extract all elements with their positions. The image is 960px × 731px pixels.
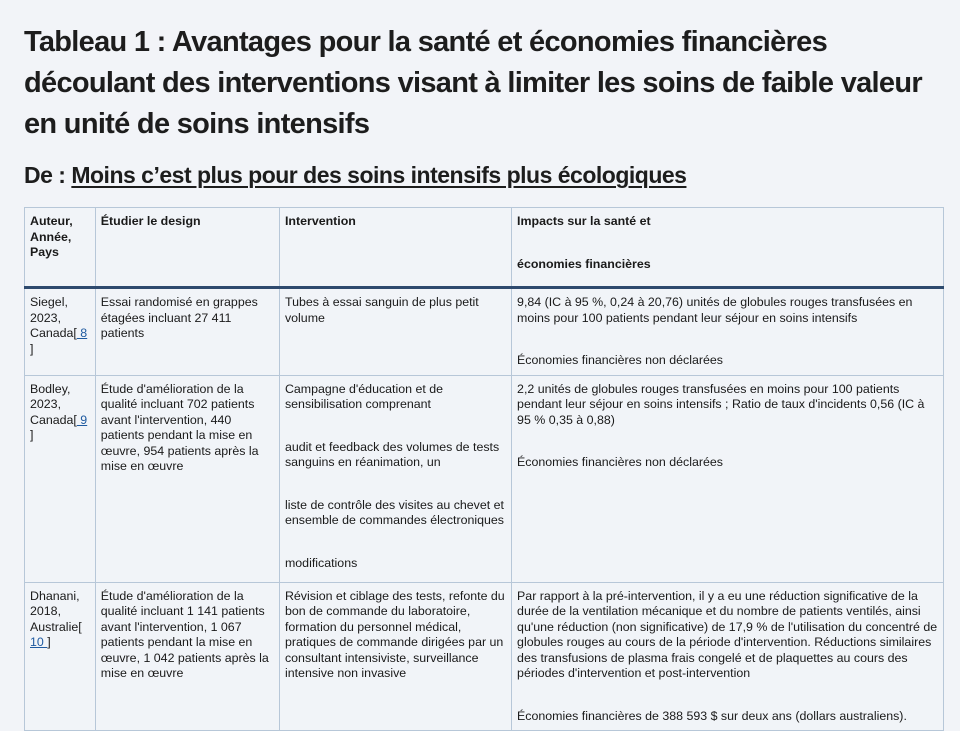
intervention-text: modifications	[284, 555, 358, 570]
cell-impact	[512, 375, 944, 582]
header-intervention: Intervention	[279, 208, 511, 288]
table-row	[25, 288, 944, 376]
cell-design: Essai randomisé en grappes étagées incluant 27 411 patients	[95, 288, 279, 376]
cell-intervention	[279, 375, 511, 582]
header-design: Étudier le design	[95, 208, 279, 288]
intervention-text: Campagne d'éducation et de sensibilisation comprenant	[284, 381, 444, 411]
spacer	[517, 682, 938, 709]
impact-savings: Économies financières de 388 593 $ sur deux ans (dollars australiens).	[517, 708, 907, 723]
results-table	[24, 207, 944, 731]
cell-design: Étude d'amélioration de la qualité incluant 702 patients avant l'intervention, 440 patients pendant la mise en œuvre, 954 patients après la mise en œuvre	[95, 375, 279, 582]
table-container	[24, 207, 944, 731]
cell-impact	[512, 288, 944, 376]
cell-intervention	[279, 582, 511, 731]
spacer	[517, 428, 938, 455]
author-bracket: ]	[30, 428, 34, 442]
intervention-text: Tubes à essai sanguin de plus petit volume	[284, 295, 479, 325]
table-row	[25, 375, 944, 582]
header-impact	[512, 208, 944, 288]
impact-savings: Économies financières non déclarées	[517, 353, 723, 367]
impact-savings: Économies financières non déclarées	[517, 455, 723, 469]
impact-text: Par rapport à la pré-intervention, il y a eu une réduction significative de la durée de la ventilation mécanique et du nombre de patients ventilés, ainsi qu'une réduction (non significative) de 17,9 % de l'utilisation du concentré de globules rouges au cours de la période d'intervention. Réductions similaires des transfusions de plasma frais congelé et de plaquettes au cours des périodes d'intervention et post-intervention	[517, 588, 938, 680]
cell-design: Étude d'amélioration de la qualité incluant 1 141 patients avant l'intervention, 1 067 patients pendant la mise en œuvre, 1 042 patients après la mise en œuvre	[95, 582, 279, 731]
cell-author	[25, 288, 96, 376]
spacer	[517, 326, 938, 353]
header-author: Auteur, Année, Pays	[25, 208, 96, 288]
spacer	[517, 230, 938, 257]
impact-text: 9,84 (IC à 95 %, 0,24 à 20,76) unités de globules rouges transfusées en moins pour 100 patients pendant leur séjour en soins intensifs	[517, 295, 913, 325]
author-text: Dhanani, 2018, Australie[	[30, 588, 82, 634]
cell-author	[25, 582, 96, 731]
subtitle-prefix: De :	[24, 162, 72, 188]
header-impact-line2: économies financières	[517, 256, 651, 271]
impact-text: 2,2 unités de globules rouges transfusées en moins pour 100 patients pendant leur séjour en soins intensifs ; Ratio de taux d'incidents 0,56 (IC à 95 % 0,35 à 0,88)	[517, 381, 925, 427]
intervention-text: liste de contrôle des visites au chevet et ensemble de commandes électroniques	[284, 497, 504, 527]
spacer	[285, 413, 506, 440]
reference-link[interactable]: 9	[76, 412, 88, 427]
cell-intervention	[279, 288, 511, 376]
subtitle	[24, 162, 686, 189]
page-title: Tableau 1 : Avantages pour la santé et économies financières découlant des interventions visant à limiter les soins de faible valeur en unité de soins intensifs	[24, 26, 922, 140]
author-text: Bodley, 2023, Canada[	[30, 381, 77, 427]
table-header-row	[25, 208, 944, 288]
cell-impact	[512, 582, 944, 731]
author-bracket: ]	[47, 635, 51, 649]
reference-link[interactable]: 8	[76, 326, 88, 340]
reference-link[interactable]: 10	[30, 635, 48, 649]
intervention-text: audit et feedback des volumes de tests sanguins en réanimation, un	[284, 439, 500, 469]
cell-author	[25, 375, 96, 582]
author-text: Siegel, 2023, Canada[	[30, 295, 77, 340]
spacer	[285, 529, 506, 556]
table-row	[25, 582, 944, 731]
intervention-text: Révision et ciblage des tests, refonte du bon de commande du laboratoire, formation du personnel médical, pratiques de commande dirigées par un consultant intensiviste, surveillance intensive non invasive	[284, 588, 505, 680]
author-bracket: ]	[30, 341, 34, 356]
source-article-link[interactable]: Moins c’est plus pour des soins intensifs plus écologiques	[71, 162, 687, 188]
spacer	[285, 471, 506, 498]
header-impact-line1: Impacts sur la santé et	[517, 214, 651, 228]
